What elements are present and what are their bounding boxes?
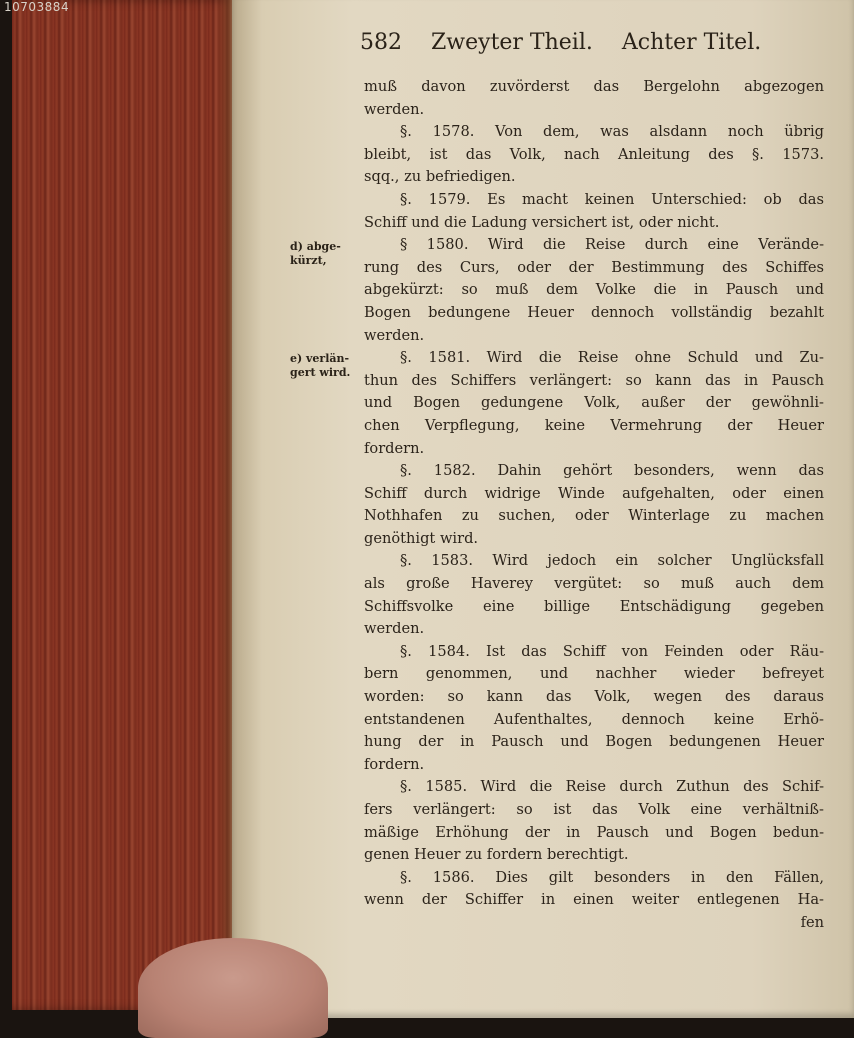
text-line: chen Verpflegung, keine Vermehrung der Heuer bbox=[364, 416, 824, 434]
margin-note bbox=[290, 240, 362, 268]
text-line: fordern. bbox=[364, 755, 425, 773]
text-line: §. 1586. Dies gilt besonders in den Fällen, bbox=[400, 868, 824, 886]
text-line: worden: so kann das Volk, wegen des daraus bbox=[364, 688, 824, 706]
text-line: muß davon zuvörderst das Bergelohn abgezogen bbox=[364, 78, 824, 95]
book-fore-edge bbox=[12, 0, 238, 1010]
text-line: Bogen bedungene Heuer dennoch vollständig bezahlt bbox=[364, 303, 824, 321]
text-line: werden. bbox=[364, 100, 425, 118]
text-line: fers verlängert: so ist das Volk eine verhältniß- bbox=[364, 801, 824, 818]
page-number: 582 bbox=[360, 30, 402, 55]
text-line: §. 1579. Es macht keinen Unterschied: ob das bbox=[400, 190, 824, 208]
body-text bbox=[364, 76, 824, 935]
running-header bbox=[360, 30, 830, 64]
text-line: genen Heuer zu fordern berechtigt. bbox=[364, 846, 629, 864]
text-line: abgekürzt: so muß dem Volke die in Pausch und bbox=[364, 281, 824, 299]
text-line: § 1580. Wird die Reise durch eine Verände- bbox=[400, 236, 824, 254]
scan-id-label: 10703884 bbox=[4, 0, 70, 14]
text-line: Schiff und die Ladung versichert ist, oder nicht. bbox=[364, 213, 720, 231]
part-title: Zweyter Theil. bbox=[431, 30, 593, 55]
text-line: Schiffsvolke eine billige Entschädigung gegeben bbox=[364, 597, 824, 615]
margin-note-line: d) abge- bbox=[290, 240, 341, 253]
text-line: mäßige Erhöhung der in Pausch und Bogen bedun- bbox=[364, 823, 824, 841]
book-page bbox=[232, 0, 854, 1018]
text-line: bern genommen, und nachher wieder befreyet bbox=[364, 665, 824, 683]
text-line: fen bbox=[800, 913, 824, 931]
text-line: fordern. bbox=[364, 439, 425, 457]
text-line: wenn der Schiffer in einen weiter entlegenen Ha- bbox=[364, 891, 824, 909]
margin-note-line: gert wird. bbox=[290, 366, 351, 379]
text-line: §. 1583. Wird jedoch ein solcher Unglücksfall bbox=[400, 552, 824, 570]
thumb bbox=[138, 938, 328, 1038]
text-line: sqq., zu befriedigen. bbox=[364, 168, 516, 186]
text-line: §. 1585. Wird die Reise durch Zuthun des Schif- bbox=[400, 778, 824, 796]
text-line: §. 1582. Dahin gehört besonders, wenn das bbox=[400, 462, 824, 480]
text-line: §. 1584. Ist das Schiff von Feinden oder Räu- bbox=[400, 642, 824, 660]
text-line: rung des Curs, oder der Bestimmung des Schiffes bbox=[364, 258, 824, 276]
text-line: bleibt, ist das Volk, nach Anleitung des §. 1573. bbox=[364, 145, 824, 163]
margin-note-line: e) verlän- bbox=[290, 352, 350, 365]
text-line: entstandenen Aufenthaltes, dennoch keine Erhö- bbox=[364, 710, 824, 728]
text-line: §. 1581. Wird die Reise ohne Schuld und Zu- bbox=[400, 349, 824, 367]
text-line: werden. bbox=[364, 620, 425, 638]
text-line: Nothhafen zu suchen, oder Winterlage zu machen bbox=[364, 507, 824, 525]
text-line: genöthigt wird. bbox=[364, 529, 479, 547]
text-line: und Bogen gedungene Volk, außer der gewöhnli- bbox=[364, 394, 824, 412]
margin-note bbox=[290, 352, 362, 380]
text-line: hung der in Pausch und Bogen bedungenen Heuer bbox=[364, 733, 824, 751]
margin-note-line: kürzt, bbox=[290, 254, 327, 267]
text-line: als große Haverey vergütet: so muß auch dem bbox=[364, 575, 824, 593]
chapter-title: Achter Titel. bbox=[621, 30, 762, 55]
text-line: Schiff durch widrige Winde aufgehalten, oder einen bbox=[364, 484, 824, 502]
text-line: thun des Schiffers verlängert: so kann das in Pausch bbox=[364, 371, 824, 389]
text-line: werden. bbox=[364, 326, 425, 344]
text-line: §. 1578. Von dem, was alsdann noch übrig bbox=[400, 123, 824, 141]
